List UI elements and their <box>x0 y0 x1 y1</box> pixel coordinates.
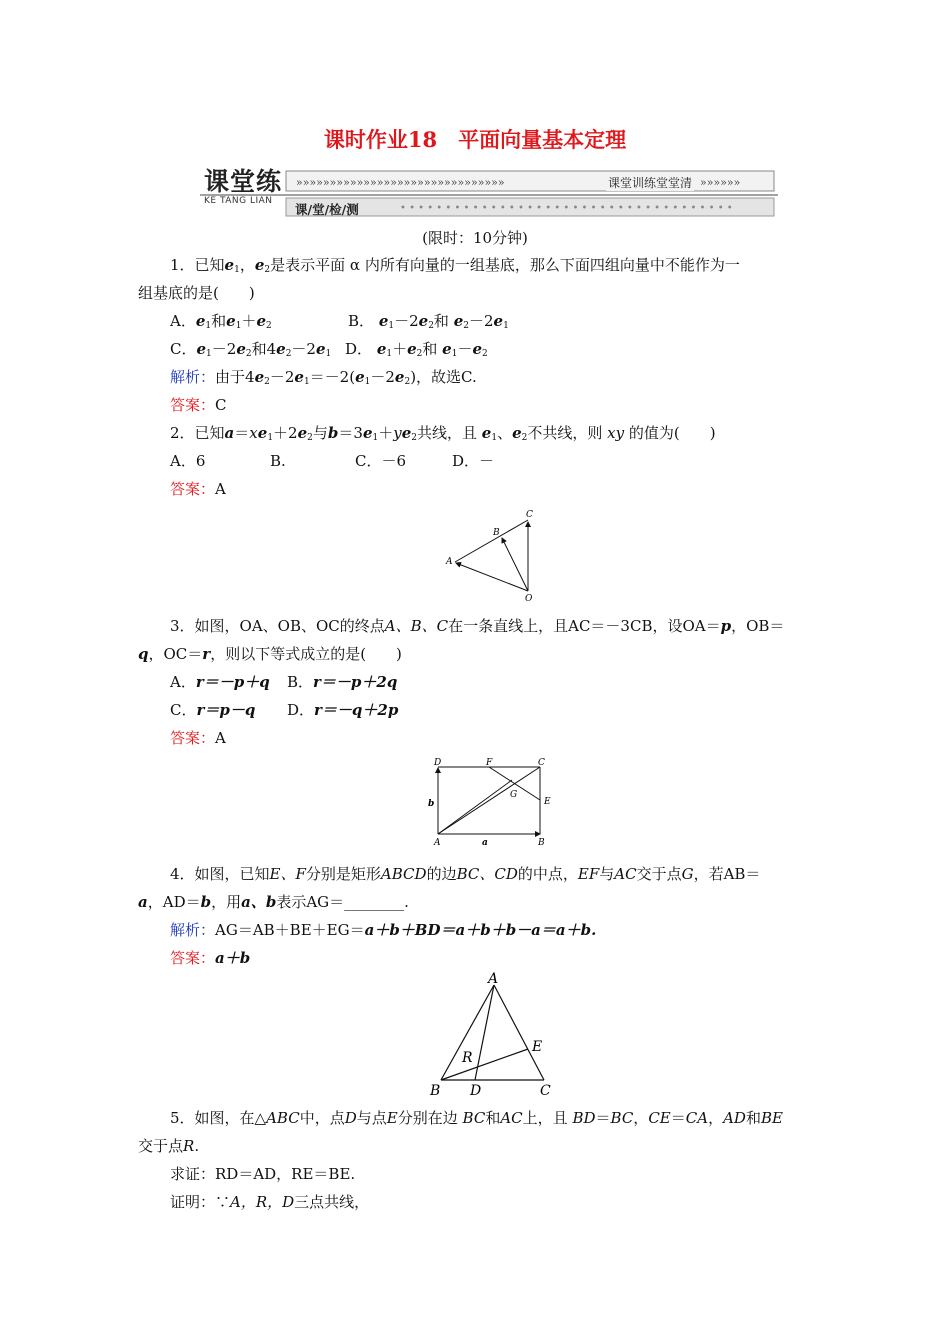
q4-label-d: D <box>434 758 442 768</box>
q4-line1: 4．如图，已知E、F分别是矩形ABCD的边BC、CD的中点，EF与AC交于点G，若AB＝ <box>170 865 761 883</box>
q1-option-c: C．$e_1-2e_2$和$4e_2-2e_1$ <box>170 340 332 359</box>
time-limit: (限时：10分钟) <box>422 229 528 247</box>
q4-label-g: G <box>510 790 518 800</box>
q4-solution: 解析：AG＝AB＋BE＋EG＝a＋b＋BD＝a＋b＋b－a＝a＋b. <box>170 921 597 939</box>
q3-line2: q，OC＝r，则以下等式成立的是( ) <box>138 645 402 663</box>
q1-option-a: A．$e_1$和$e_1+e_2$ <box>170 312 272 331</box>
q3-label-o: O <box>525 594 533 604</box>
q2-line1: 2．已知$a=xe_1+2e_2$与$b=3e_1+ye_2$共线，且 $e_1$、$e_2$不共线，则 xy 的值为( ) <box>170 424 716 443</box>
q2-option-c: C．－6 <box>355 452 407 470</box>
q4-label-e: E <box>544 797 551 807</box>
q2-answer: 答案：A <box>170 480 226 498</box>
q4-answer: 答案：a＋b <box>170 949 251 967</box>
q2-option-d: D．－ <box>452 452 495 470</box>
q1-line2: 组基底的是( ) <box>138 284 255 302</box>
q5-figure <box>424 970 564 1100</box>
q3-figure <box>440 505 540 605</box>
q3-label-b: B <box>493 528 500 538</box>
q1-option-b: B． $e_1-2e_2$和 $e_2-2e_1$ <box>348 312 509 331</box>
q3-label-c: C <box>526 510 533 520</box>
q1-line1: 1．已知$e_1$，$e_2$是表示平面 α 内所有向量的一组基底，那么下面四组向量中不能作为一 <box>170 256 740 275</box>
q5-proof-start: 证明：∵A，R，D三点共线， <box>170 1193 370 1211</box>
q3-option-a: A．r＝－p＋q <box>170 673 270 691</box>
q1-option-d: D． $e_1+e_2$和 $e_1-e_2$ <box>345 340 488 359</box>
q5-to-prove: 求证：RD＝AD，RE＝BE. <box>170 1165 356 1183</box>
q4-line2: a，AD＝b，用a、b表示AG＝________. <box>138 893 409 911</box>
q5-label-c: C <box>540 1083 551 1099</box>
svg-text:»»»»»»: »»»»»» <box>700 176 741 189</box>
q4-label-vec-b: b <box>428 799 435 809</box>
q5-line2: 交于点R. <box>138 1137 200 1155</box>
q3-option-c: C．r＝p－q <box>170 701 256 719</box>
section-banner <box>200 161 778 217</box>
q3-option-d: D．r＝－q＋2p <box>287 701 399 719</box>
q4-label-f: F <box>486 758 493 768</box>
q4-label-b: B <box>538 838 545 848</box>
banner-subtitle: 课/堂/检/测 <box>295 202 359 217</box>
svg-text:»»»»»»»»»»»»»»»»»»»»»»»»»»»»»»: »»»»»»»»»»»»»»»»»»»»»»»»»»»»»»» <box>296 176 505 189</box>
q3-line1: 3．如图，OA、OB、OC的终点A、B、C在一条直线上，且AC＝－3CB，设OA＝p，OB＝ <box>170 617 785 635</box>
q5-label-r: R <box>462 1050 473 1066</box>
q1-solution: 解析：由于$4e_2-2e_1=-2(e_1-2e_2)$，故选C. <box>170 368 477 387</box>
q4-label-a: A <box>434 838 441 848</box>
q3-label-a: A <box>446 557 453 567</box>
q2-option-a: A．6 <box>170 452 206 470</box>
q4-label-vec-a: a <box>482 838 488 848</box>
q5-label-b: B <box>430 1083 441 1099</box>
q4-figure <box>424 754 560 850</box>
q5-label-a: A <box>488 971 499 987</box>
q3-answer: 答案：A <box>170 729 226 747</box>
q4-label-c: C <box>538 758 545 768</box>
banner-pinyin: KE TANG LIAN <box>204 196 273 206</box>
banner-slogan: 课堂训练堂堂清 <box>607 176 692 190</box>
q5-label-d: D <box>470 1083 482 1099</box>
q2-option-b: B. <box>270 452 286 470</box>
q3-option-b: B．r＝－p＋2q <box>287 673 398 691</box>
svg-text:• • • • • • • • • • • • • • •: • • • • • • • • • • • • • • • • • • • • • • • • • • • • • • • • • • • • • <box>400 203 733 214</box>
q5-label-e: E <box>532 1039 543 1055</box>
banner-title: 课堂练 <box>204 167 283 196</box>
page-title: 课时作业18 平面向量基本定理 <box>323 127 627 152</box>
q5-line1: 5．如图，在△ABC中，点D与点E分别在边 BC和AC上，且 BD＝BC，CE＝CA，AD和BE <box>170 1109 783 1127</box>
q1-answer: 答案：C <box>170 396 227 414</box>
